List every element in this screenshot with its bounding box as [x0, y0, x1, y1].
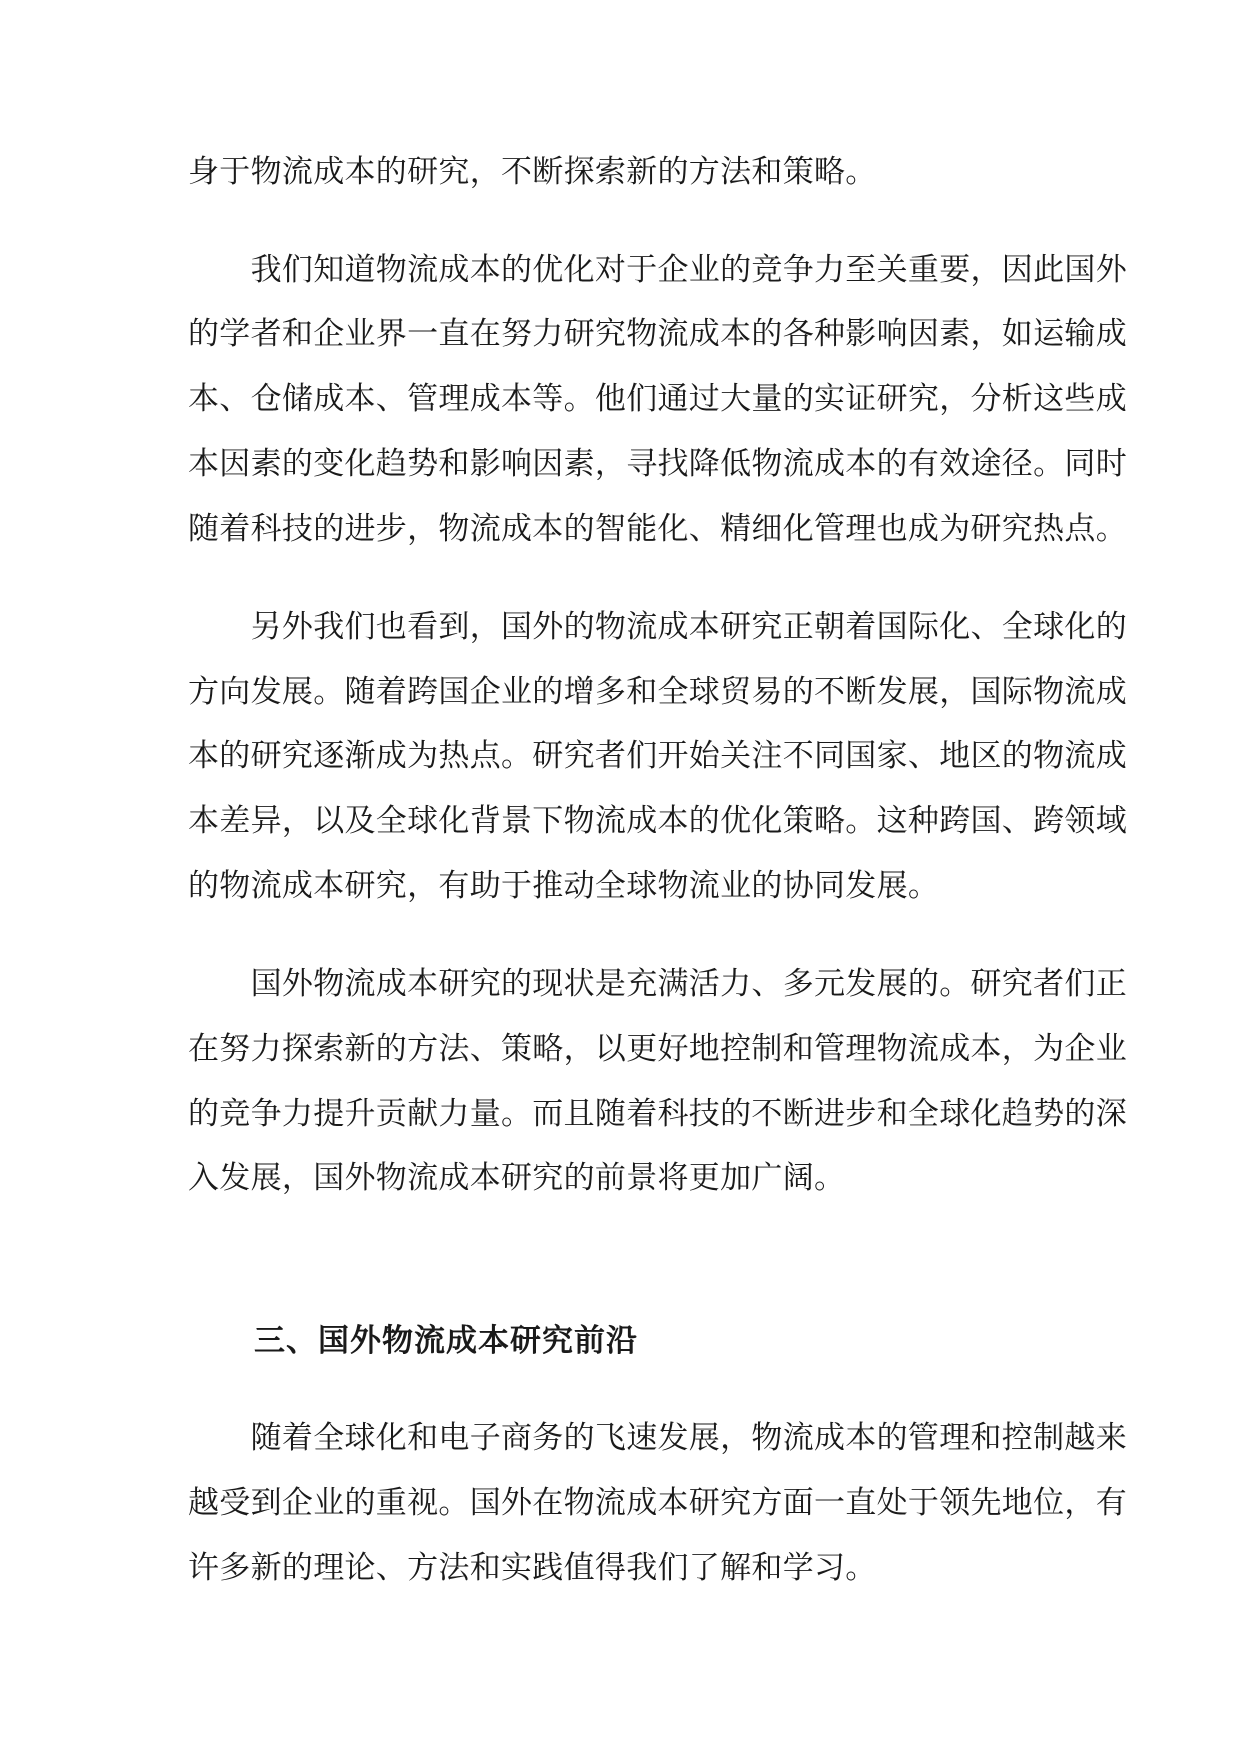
paragraph-line: 在努力探索新的方法、策略，以更好地控制和管理物流成本，为企业 — [188, 1031, 1127, 1067]
paragraph-line: 越受到企业的重视。国外在物流成本研究方面一直处于领先地位，有 — [188, 1485, 1127, 1521]
paragraph-line: 本因素的变化趋势和影响因素，寻找降低物流成本的有效途径。同时 — [188, 446, 1127, 482]
paragraph-line: 许多新的理论、方法和实践值得我们了解和学习。 — [188, 1550, 877, 1586]
paragraph-line: 本的研究逐渐成为热点。研究者们开始关注不同国家、地区的物流成 — [188, 738, 1127, 774]
paragraph-line: 的物流成本研究，有助于推动全球物流业的协同发展。 — [188, 868, 940, 904]
section-heading: 三、国外物流成本研究前沿 — [254, 1323, 638, 1359]
paragraph-line: 本、仓储成本、管理成本等。他们通过大量的实证研究，分析这些成 — [188, 381, 1127, 417]
paragraph-line: 入发展，国外物流成本研究的前景将更加广阔。 — [188, 1160, 846, 1196]
paragraph-line: 身于物流成本的研究，不断探索新的方法和策略。 — [188, 154, 877, 190]
paragraph-line: 国外物流成本研究的现状是充满活力、多元发展的。研究者们正 — [188, 966, 1127, 1002]
paragraph-line: 随着全球化和电子商务的飞速发展，物流成本的管理和控制越来 — [188, 1420, 1127, 1456]
paragraph-line: 随着科技的进步，物流成本的智能化、精细化管理也成为研究热点。 — [188, 511, 1127, 547]
paragraph-line: 的竞争力提升贡献力量。而且随着科技的不断进步和全球化趋势的深 — [188, 1096, 1127, 1132]
paragraph-line: 另外我们也看到，国外的物流成本研究正朝着国际化、全球化的 — [188, 609, 1127, 645]
paragraph-line: 我们知道物流成本的优化对于企业的竞争力至关重要，因此国外 — [188, 252, 1127, 288]
paragraph-line: 的学者和企业界一直在努力研究物流成本的各种影响因素，如运输成 — [188, 316, 1127, 352]
paragraph-line: 本差异，以及全球化背景下物流成本的优化策略。这种跨国、跨领域 — [188, 803, 1127, 839]
paragraph-line: 方向发展。随着跨国企业的增多和全球贸易的不断发展，国际物流成 — [188, 674, 1127, 710]
